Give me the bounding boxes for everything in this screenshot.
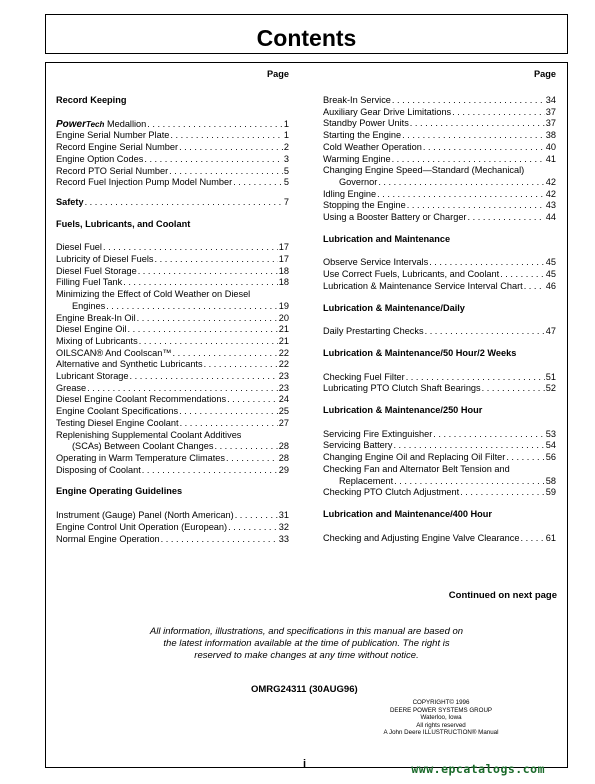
toc-page: 44 [545,212,556,223]
toc-entry-text: Governor [339,176,378,187]
toc-entry[interactable] [323,118,556,130]
toc-page: 2 [283,142,289,153]
toc-entry[interactable] [56,313,289,325]
left-column [56,69,289,545]
toc-entry[interactable] [56,324,289,336]
toc-page: 53 [545,428,556,439]
toc-entry-text: Normal Engine Operation [56,533,160,544]
toc-page: 21 [278,324,289,335]
toc-entry-text: Record Fuel Injection Pump Model Number [56,177,233,188]
toc-entry-text: Observe Service Intervals [323,257,429,268]
copyright-line: DEERE POWER SYSTEMS GROUP [389,706,493,714]
toc-page: 54 [545,440,556,451]
section-heading-250-hour: Lubrication & Maintenance/250 Hour [323,405,483,416]
document-code: OMRG24311 (30AUG96) [251,684,358,695]
section-heading-400-hour: Lubrication and Maintenance/400 Hour [323,508,492,519]
page-column-header: Page [267,69,289,79]
toc-entry-text: Disposing of Coolant [56,464,141,475]
page-column-header: Page [534,69,556,79]
toc-entry[interactable] [56,453,289,465]
toc-page: 1 [283,130,289,141]
toc-entry-text: Operating in Warm Temperature Climates [56,452,226,463]
toc-entry[interactable] [56,406,289,418]
toc-entry[interactable] [56,266,289,278]
toc-page: 34 [545,95,556,105]
toc-entry[interactable] [323,189,556,201]
right-column [323,69,556,544]
toc-page: 28 [278,441,289,452]
toc-entry-text: Lubricating PTO Clutch Shaft Bearings [323,383,481,394]
page-title: Contents [256,25,357,51]
toc-entry-text: Engine Serial Number Plate [56,130,170,141]
toc-page: 18 [278,277,289,288]
toc-entry-text: Record PTO Serial Number [56,165,169,176]
toc-entry[interactable] [56,522,289,534]
toc-entry[interactable] [56,359,289,371]
toc-page: 29 [278,464,289,475]
toc-entry-text: Checking Fan and Alternator Belt Tension and [323,463,510,474]
toc-entry-text: Engines [72,300,106,311]
toc-entry[interactable] [56,130,289,142]
toc-entry[interactable] [323,383,556,395]
toc-page: 21 [278,335,289,346]
toc-page: 5 [283,177,289,188]
toc-page: 37 [545,106,556,117]
toc-entry[interactable] [323,200,556,212]
toc-entry-text: Idling Engine [323,188,377,199]
toc-entry-text: Alternative and Synthetic Lubricants [56,359,203,370]
toc-entry[interactable] [56,465,289,477]
toc-entry-text: Standby Power Units [323,118,409,129]
toc-page: 59 [545,487,556,498]
toc-entry[interactable] [323,130,556,142]
section-heading-daily: Lubrication & Maintenance/Daily [323,302,465,313]
toc-entry-text: Lubricity of Diesel Fuels [56,254,154,265]
section-heading-50-hour: Lubrication & Maintenance/50 Hour/2 Weeks [323,347,517,358]
toc-entry[interactable] [56,510,289,522]
toc-entry-text: OILSCAN® And Coolscan™ [56,347,172,358]
toc-entry-text: Filling Fuel Tank [56,277,123,288]
toc-entry[interactable] [323,95,556,107]
toc-page: 23 [278,382,289,393]
toc-entry-fan-alternator-belt[interactable] [323,464,556,487]
toc-entry-text: Lubricant Storage [56,371,129,382]
toc-entry[interactable] [323,372,556,384]
toc-entry-text: Diesel Fuel Storage [56,265,137,276]
toc-entry[interactable] [323,326,556,338]
title-box [45,14,568,54]
copyright-line: All rights reserved [416,721,466,729]
toc-entry[interactable] [56,336,289,348]
toc-entry[interactable] [56,394,289,406]
toc-entry-text: Engine Option Codes [56,153,144,164]
continued-note: Continued on next page [448,590,557,601]
toc-page: 33 [278,533,289,544]
toc-entry-text: Engine Break-In Oil [56,312,136,323]
toc-page: 25 [278,406,289,417]
toc-entry-text: Stopping the Engine [323,200,406,211]
toc-entry-text: Replacement [339,475,394,486]
toc-entry[interactable] [56,383,289,395]
toc-page: 46 [545,280,556,291]
toc-page: 61 [545,532,556,543]
toc-page: 24 [278,394,289,405]
section-heading-engine-operating: Engine Operating Guidelines [56,486,183,497]
toc-page: 40 [545,141,556,152]
toc-entry[interactable] [323,429,556,441]
toc-entry-text: Changing Engine Oil and Replacing Oil Filter [323,452,506,463]
toc-entry-text: Engine Coolant Specifications [56,406,179,417]
toc-entry-text: Using a Booster Battery or Charger [323,212,467,223]
toc-entry[interactable] [56,348,289,360]
toc-entry-text: Checking and Adjusting Engine Valve Clearance [323,532,520,543]
toc-entry-replenishing-scas[interactable] [56,430,289,453]
toc-page: 18 [278,265,289,276]
toc-page: 45 [545,257,556,268]
toc-page: 42 [545,176,556,187]
toc-entry-text: Testing Diesel Engine Coolant [56,417,179,428]
toc-page: 23 [278,371,289,382]
toc-entry[interactable] [323,487,556,499]
toc-page: 17 [278,254,289,265]
toc-page: 47 [545,326,556,337]
toc-entry[interactable] [56,534,289,546]
toc-entry[interactable] [56,242,289,254]
toc-entry[interactable] [323,281,556,293]
toc-entry-text: Diesel Engine Oil [56,324,127,335]
disclaimer [46,626,567,662]
section-heading-record-keeping: Record Keeping [56,95,127,105]
toc-entry[interactable] [56,418,289,430]
toc-page: 45 [545,269,556,280]
toc-entry-text: Break-In Service [323,95,391,105]
toc-page: 1 [283,118,289,129]
section-heading-lubrication-maintenance: Lubrication and Maintenance [323,233,451,244]
toc-entry-text: Changing Engine Speed—Standard (Mechanical) [323,165,525,176]
toc-entry-text: Checking Fuel Filter [323,371,405,382]
toc-entry-text: Instrument (Gauge) Panel (North American) [56,510,234,521]
toc-page: 19 [278,300,289,311]
copyright-block [376,699,506,737]
toc-page: 58 [545,475,556,486]
toc-entry[interactable] [323,154,556,166]
toc-entry-powertech-medallion[interactable]: PowerTech Medallion . . . 1 [56,119,289,131]
page-number: i [303,758,307,770]
toc-entry-text: Daily Prestarting Checks [323,326,424,337]
toc-entry[interactable] [323,212,556,224]
disclaimer-line: reserved to make changes at any time without notice. [194,650,419,661]
toc-entry-text: Warming Engine [323,153,391,164]
toc-page: 56 [545,452,556,463]
copyright-line: A John Deere ILLUSTRUCTION® Manual [383,729,499,737]
toc-page: 51 [545,371,556,382]
toc-entry-text: Record Engine Serial Number [56,142,179,153]
toc-entry[interactable] [56,177,289,189]
disclaimer-line: the latest information available at the time of publication. The right is [163,638,450,649]
section-heading-fuels: Fuels, Lubricants, and Coolant [56,218,191,229]
toc-page: 28 [278,452,289,463]
copyright-line: Waterloo, Iowa [420,714,462,722]
toc-entry[interactable] [56,142,289,154]
toc-entry[interactable] [323,440,556,452]
toc-entry[interactable] [323,257,556,269]
toc-page: 22 [278,347,289,358]
toc-entry-text: Diesel Engine Coolant Recommendations [56,394,227,405]
disclaimer-line: All information, illustrations, and specifications in this manual are based on [149,626,464,637]
toc-entry[interactable] [56,154,289,166]
toc-entry[interactable] [323,452,556,464]
contents-frame [45,62,568,768]
toc-entry[interactable] [323,107,556,119]
toc-page: 5 [283,165,289,176]
watermark-link[interactable]: www.epcatalogs.com [411,762,545,776]
toc-page: 3 [283,153,289,164]
toc-page: 38 [545,130,556,141]
toc-entry-text: Checking PTO Clutch Adjustment [323,487,460,498]
toc-page: 17 [278,242,289,253]
toc-entry-minimizing-cold-weather[interactable] [56,289,289,312]
powertech-wordmark: PowerTech [56,118,105,130]
toc-entry-text: Cold Weather Operation [323,141,422,152]
toc-entry-text: (SCAs) Between Coolant Changes [72,441,214,452]
toc-entry[interactable] [56,277,289,289]
toc-entry-text: Minimizing the Effect of Cold Weather on Diesel [56,289,251,300]
toc-entry-text: Replenishing Supplemental Coolant Additives [56,429,242,440]
toc-entry-text: Grease [56,382,87,393]
toc-page: 27 [278,417,289,428]
toc-page: 37 [545,118,556,129]
toc-page: 52 [545,383,556,394]
toc-page: 31 [278,510,289,521]
toc-entry-text: Servicing Fire Extinguisher [323,428,433,439]
toc-entry-changing-engine-speed[interactable] [323,165,556,188]
toc-entry-text: Diesel Fuel [56,242,102,253]
toc-page: 43 [545,200,556,211]
toc-entry-text: Auxiliary Gear Drive Limitations [323,106,452,117]
section-heading-safety: Safety [56,196,84,207]
toc-page: 41 [545,153,556,164]
toc-entry-text: Mixing of Lubricants [56,335,138,346]
toc-entry[interactable] [56,166,289,178]
toc-entry[interactable] [323,142,556,154]
toc-page: 42 [545,188,556,199]
toc-entry[interactable] [323,269,556,281]
toc-entry-text: Servicing Battery [323,440,393,451]
toc-page: 22 [278,359,289,370]
toc-entry-text: Lubrication & Maintenance Service Interval Chart [323,280,523,291]
toc-page: 20 [278,312,289,323]
toc-page: 32 [278,521,289,532]
toc-entry-text: Use Correct Fuels, Lubricants, and Coolant [323,269,500,280]
toc-entry[interactable] [323,533,556,545]
toc-page: 7 [283,196,289,207]
copyright-line: COPYRIGHT© 1996 [412,699,470,706]
toc-entry[interactable] [56,371,289,383]
toc-entry-safety[interactable] [56,197,289,209]
toc-entry-text: Starting the Engine [323,130,402,141]
toc-entry-text: Engine Control Unit Operation (European) [56,521,228,532]
toc-entry[interactable] [56,254,289,266]
